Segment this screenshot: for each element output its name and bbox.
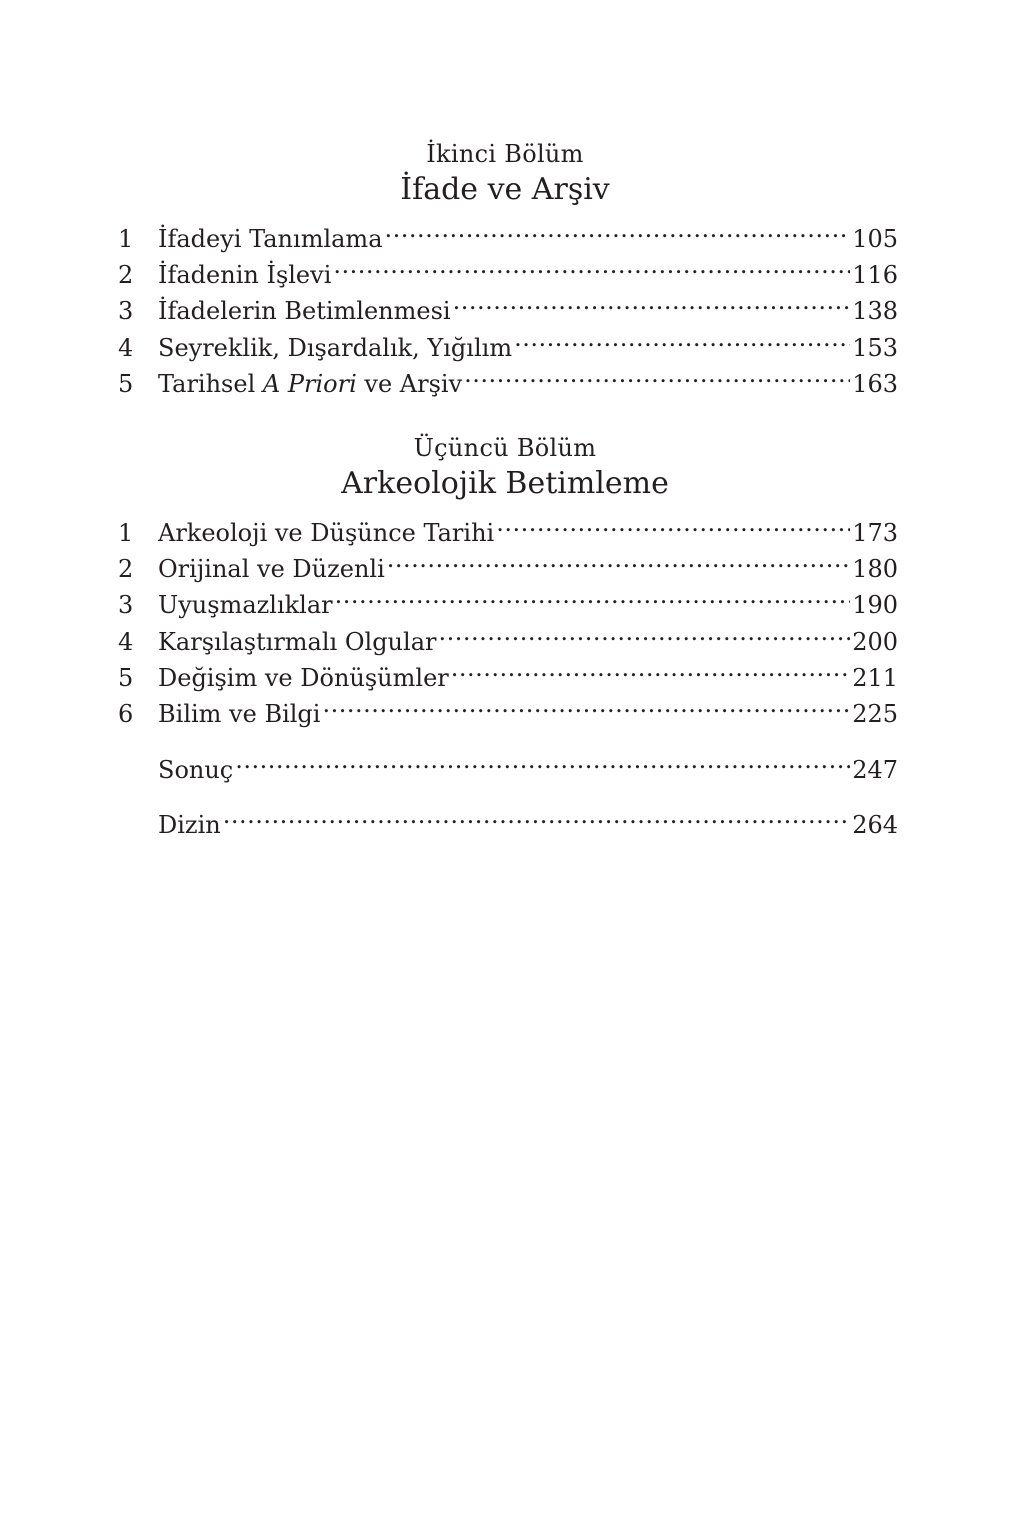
- entry-page: 264: [852, 811, 898, 839]
- dot-leader: [451, 650, 850, 686]
- dot-leader: [235, 742, 850, 778]
- part-label: Üçüncü Bölüm: [413, 434, 597, 462]
- toc-entry[interactable]: [112, 577, 898, 620]
- toc-entry[interactable]: [112, 686, 898, 728]
- dot-leader: [335, 577, 851, 613]
- dot-leader: [453, 283, 851, 319]
- entry-page: 180: [852, 555, 898, 584]
- entry-page: 138: [852, 297, 898, 326]
- entry-page: 153: [852, 333, 898, 362]
- entry-number: 5: [118, 663, 134, 692]
- entry-number: 3: [118, 297, 134, 326]
- dot-leader: [333, 247, 850, 283]
- entry-title: İfadenin İşlevi: [158, 261, 332, 290]
- entry-title-end: ve Arşiv: [356, 369, 463, 398]
- toc-entry[interactable]: [112, 320, 898, 362]
- toc-entry[interactable]: [112, 614, 898, 656]
- part-section: [112, 432, 898, 728]
- dot-leader: [223, 797, 850, 833]
- entry-page: 225: [852, 699, 898, 728]
- entry-title: Karşılaştırmalı Olgular: [158, 627, 437, 656]
- entry-number: 1: [118, 225, 134, 253]
- dot-leader: [385, 211, 851, 247]
- entry-title: Dizin: [158, 811, 221, 839]
- entry-number: 3: [118, 591, 134, 620]
- part-title: İfade ve Arşiv: [400, 172, 610, 207]
- entry-title: Değişim ve Dönüşümler: [158, 663, 449, 692]
- dot-leader: [496, 505, 850, 541]
- entry-title: Orijinal ve Düzenli: [158, 555, 385, 584]
- toc-entry[interactable]: [112, 541, 898, 584]
- dot-leader: [514, 320, 850, 356]
- entry-number: 1: [118, 519, 134, 547]
- dot-leader: [387, 541, 850, 577]
- entry-number: 6: [118, 699, 134, 728]
- entry-title: Bilim ve Bilgi: [158, 699, 321, 728]
- dot-leader: [438, 614, 850, 650]
- entry-number: 5: [118, 369, 134, 398]
- entry-title: Seyreklik, Dışardalık, Yığılım: [158, 333, 513, 362]
- entry-title: Sonuç: [158, 756, 234, 784]
- entry-page: 173: [852, 519, 898, 547]
- entry-title: [158, 366, 464, 402]
- part-title: Arkeolojik Betimleme: [341, 466, 669, 501]
- entry-page: 116: [852, 261, 898, 290]
- entry-number: 4: [118, 333, 134, 362]
- entry-number: 2: [118, 555, 134, 584]
- entry-page: 200: [852, 627, 898, 656]
- part-section: [112, 138, 898, 398]
- entry-title-italic: A Priori: [262, 369, 357, 398]
- entry-title-start: Tarihsel: [158, 369, 263, 398]
- entry-number: 2: [118, 261, 134, 290]
- entry-title: Arkeoloji ve Düşünce Tarihi: [158, 519, 495, 547]
- toc-entry[interactable]: [112, 247, 898, 290]
- entry-title: Uyuşmazlıklar: [158, 591, 333, 620]
- toc-entry[interactable]: [112, 356, 898, 398]
- toc-entry[interactable]: [112, 211, 898, 253]
- part-label: İkinci Bölüm: [426, 140, 584, 168]
- entry-page: 163: [852, 369, 898, 398]
- conclusion-entry[interactable]: [112, 742, 898, 784]
- entry-page: 190: [852, 591, 898, 620]
- entry-page: 211: [852, 663, 898, 692]
- toc-entry[interactable]: [112, 650, 898, 692]
- entry-title: İfadeyi Tanımlama: [158, 225, 383, 253]
- toc-entry[interactable]: [112, 283, 898, 326]
- toc-entry[interactable]: [112, 505, 898, 547]
- entry-title: İfadelerin Betimlenmesi: [158, 297, 451, 326]
- entry-number: 4: [118, 627, 134, 656]
- entry-page: 247: [852, 756, 898, 784]
- entry-page: 105: [852, 225, 898, 253]
- dot-leader: [464, 356, 850, 392]
- index-entry[interactable]: [112, 797, 898, 839]
- dot-leader: [322, 686, 850, 722]
